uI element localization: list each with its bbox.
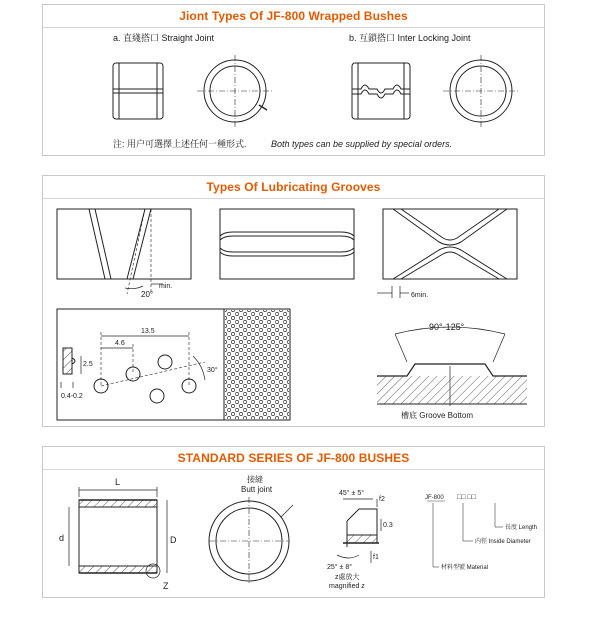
length-l-label: L xyxy=(115,477,121,487)
outer-d-label: D xyxy=(170,535,177,545)
angle-range-label: 90°-125° xyxy=(429,322,465,332)
dim-0-4-0-2-label: 0.4-0.2 xyxy=(61,393,83,400)
interlocking-joint-side-view xyxy=(352,63,410,119)
joint-note-chinese: 注: 用户可選擇上述任何一種形式. xyxy=(113,139,247,149)
dim-30-label: 30° xyxy=(207,367,218,374)
joint-types-panel xyxy=(42,4,545,156)
joint-note-english: Both types can be supplied by special orders. xyxy=(271,139,453,149)
magnified-z-english: magnified z xyxy=(329,583,365,590)
butt-joint-english: Butt joint xyxy=(241,485,273,494)
min-label: min. xyxy=(159,283,173,290)
min6-label: 6min. xyxy=(411,292,429,299)
groove-bottom-label: 槽底 Groove Bottom xyxy=(401,411,474,420)
standard-series-drawing xyxy=(43,447,546,599)
inner-d-label: d xyxy=(59,533,65,543)
bush-end-view xyxy=(209,497,293,585)
material-key-label: 材料型號 Material xyxy=(441,565,489,571)
length-key-label: 長度 Length xyxy=(505,525,538,531)
angle-25-label: 25° ± 8° xyxy=(327,564,353,571)
dim-4-6-label: 4.6 xyxy=(115,340,125,347)
dim-13-5-label: 13.5 xyxy=(141,328,155,335)
straight-joint-end-view xyxy=(197,55,273,127)
part-code-diagram xyxy=(427,501,503,567)
angle-20-label: 20° xyxy=(141,290,154,299)
straight-joint-side-view xyxy=(113,63,163,119)
bush-section-view xyxy=(69,487,167,578)
groove-cross-section xyxy=(377,327,527,406)
dim-0-3-label: 0.3 xyxy=(383,522,393,529)
angle-45-label: 45° ± 5° xyxy=(339,490,365,497)
magnified-z-chinese: z處放大 xyxy=(335,574,360,581)
circumferential-groove-sheet xyxy=(220,209,354,279)
standard-series-title: STANDARD SERIES OF JF-800 BUSHES xyxy=(177,451,410,465)
f1-label: f1 xyxy=(373,554,379,561)
part-code-boxes: □□ □□ xyxy=(457,494,476,501)
x-groove-sheet xyxy=(377,209,517,298)
interlocking-joint-label: b. 互鎖搭口 Inter Locking Joint xyxy=(349,33,471,43)
standard-series-panel xyxy=(42,446,545,598)
f2-label: f2 xyxy=(379,496,385,503)
joint-types-drawing xyxy=(43,5,546,157)
dim-2-5-label: 2.5 xyxy=(83,361,93,368)
grooves-title: Types Of Lubricating Grooves xyxy=(206,180,381,194)
lubricating-grooves-panel xyxy=(42,175,545,427)
z-label: Z xyxy=(163,581,169,591)
diagonal-groove-sheet xyxy=(57,209,191,294)
joint-types-title: Jiont Types Of JF-800 Wrapped Bushes xyxy=(179,9,408,23)
straight-joint-label: a. 直綫搭口 Straight Joint xyxy=(113,33,215,43)
grooves-drawing xyxy=(43,176,546,428)
part-code-label: JF-800 xyxy=(425,495,444,501)
interlocking-joint-end-view xyxy=(443,55,519,127)
butt-joint-chinese: 接縫 xyxy=(247,475,263,484)
inside-diameter-key-label: 内徑 Inside Diameter xyxy=(475,539,531,545)
